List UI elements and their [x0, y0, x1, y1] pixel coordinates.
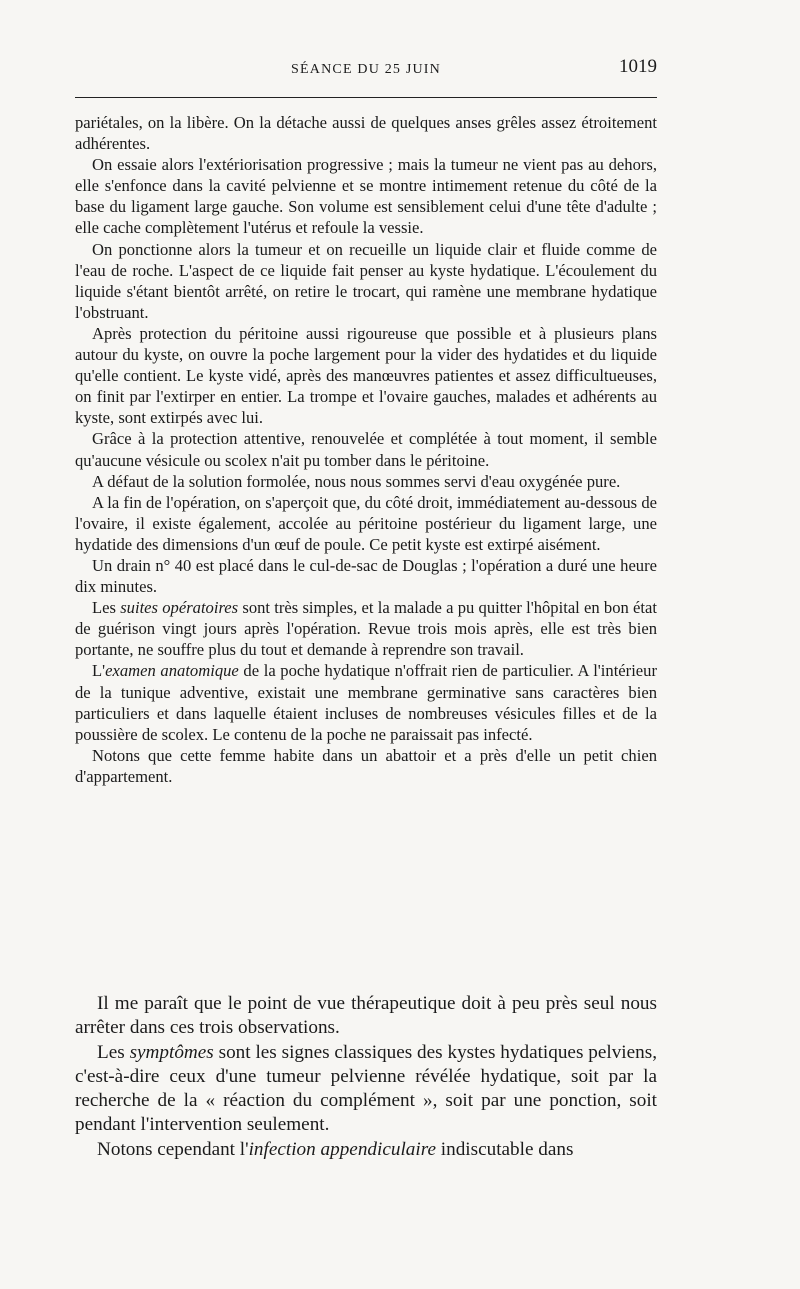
italic-term: symptômes [129, 1041, 214, 1063]
paragraph-text: Un drain n° 40 est placé dans le cul-de-sac de Douglas ; l'opération a duré une heure dix minutes. [75, 555, 657, 597]
paragraph-text: On ponctionne alors la tumeur et on recueille un liquide clair et fluide comme de l'eau de roche. L'aspect de ce liquide fait penser au kyste hydatique. L'écoulement du liquide s'étant bientôt arrêté, on retire le trocart, qui ramène une membrane hydatique l'obstruant. [75, 239, 657, 322]
paragraph-text: A la fin de l'opération, on s'aperçoit que, du côté droit, immédiatement au-dessous de l'ovaire, il existe également, accolée au péritoine postérieur du ligament large, une hydatide des dimensions d'un œuf de poule. Ce petit kyste est extirpé aisément. [75, 492, 657, 554]
paragraph-text: de la poche hydatique n'offrait rien de particulier. A l'intérieur de la tunique adventive, existait une membrane germinative sans caractères bien particuliers et dans laquelle étaient incluses de nombreuses vésicules filles et de la poussière de scolex. Le contenu de la poche ne paraissait pas infecté. [75, 661, 657, 744]
paragraph-text: Notons que cette femme habite dans un abattoir et a près d'elle un petit chien d'appartement. [75, 745, 657, 786]
paragraph-text: indiscutable dans [435, 1138, 574, 1160]
paragraph-text: sont très simples, et la malade a pu quitter l'hôpital en bon état de guérison vingt jours après l'opération. Revue trois mois après, elle est très bien portante, ne souffre plus du tout et demande à reprendre son travail. [75, 598, 658, 660]
paragraph [75, 323, 657, 428]
paragraph [75, 745, 657, 787]
paragraph [75, 428, 657, 470]
paragraph-text: sont les signes classiques des kystes hydatiques pelviens, c'est-à-dire ceux d'une tumeur pelvienne révélée hydatique, soit par la recherche de la « réaction du complément », soit par une ponction, soit pendant l'intervention seulement. [75, 1041, 657, 1136]
paragraph [75, 471, 657, 492]
page-number: 1019 [619, 56, 657, 77]
paragraph-text: Notons cependant l' [97, 1138, 249, 1160]
paragraph-text: Grâce à la protection attentive, renouvelée et complétée à tout moment, il semble qu'aucune vésicule ou scolex n'ait pu tomber dans le péritoine. [75, 429, 657, 470]
paragraph-text: Les [92, 598, 121, 618]
italic-term: suites opératoires [120, 598, 239, 618]
discussion-text [75, 992, 657, 1162]
paragraph-text: On essaie alors l'extériorisation progressive ; mais la tumeur ne vient pas au dehors, elle s'enfonce dans la cavité pelvienne et se montre intimement retenue du côté de la base du ligament large gauche. Son volume est sensiblement celui d'une tête d'adulte ; elle cache complètement l'utérus et refoule la vessie. [75, 155, 657, 238]
paragraph-text: pariétales, on la libère. On la détache aussi de quelques anses grêles assez étroitement adhérentes. [75, 113, 657, 154]
paragraph-text: A défaut de la solution formolée, nous nous sommes servi d'eau oxygénée pure. [92, 471, 621, 491]
running-title: SÉANCE DU 25 JUIN [291, 62, 441, 77]
paragraph [75, 1138, 657, 1162]
italic-term: infection appendiculaire [248, 1138, 436, 1160]
italic-term: examen anatomique [105, 661, 239, 681]
paragraph [75, 1041, 657, 1138]
case-report-text [75, 112, 657, 787]
paragraph [75, 660, 657, 744]
header-rule [75, 97, 657, 98]
paragraph [75, 555, 657, 597]
paragraph [75, 112, 657, 154]
paragraph-text: Après protection du péritoine aussi rigoureuse que possible et à plusieurs plans autour du kyste, on ouvre la poche largement pour la vider des hydatides et du liquide qu'elle contient. Le kyste vidé, après des manœuvres patientes et assez difficultueuses, on finit par l'extirper en entier. La trompe et l'ovaire gauches, malades et adhérents au kyste, sont extirpés avec lui. [75, 323, 657, 428]
paragraph-text: L' [92, 661, 106, 681]
paragraph [75, 597, 657, 660]
paragraph-text: Les [97, 1041, 130, 1063]
page-header [75, 56, 657, 82]
paragraph-text: Il me paraît que le point de vue thérapeutique doit à peu près seul nous arrêter dans ces trois observations. [75, 993, 657, 1039]
paragraph [75, 154, 657, 238]
paragraph [75, 492, 657, 555]
paragraph [75, 992, 657, 1041]
paragraph [75, 239, 657, 323]
